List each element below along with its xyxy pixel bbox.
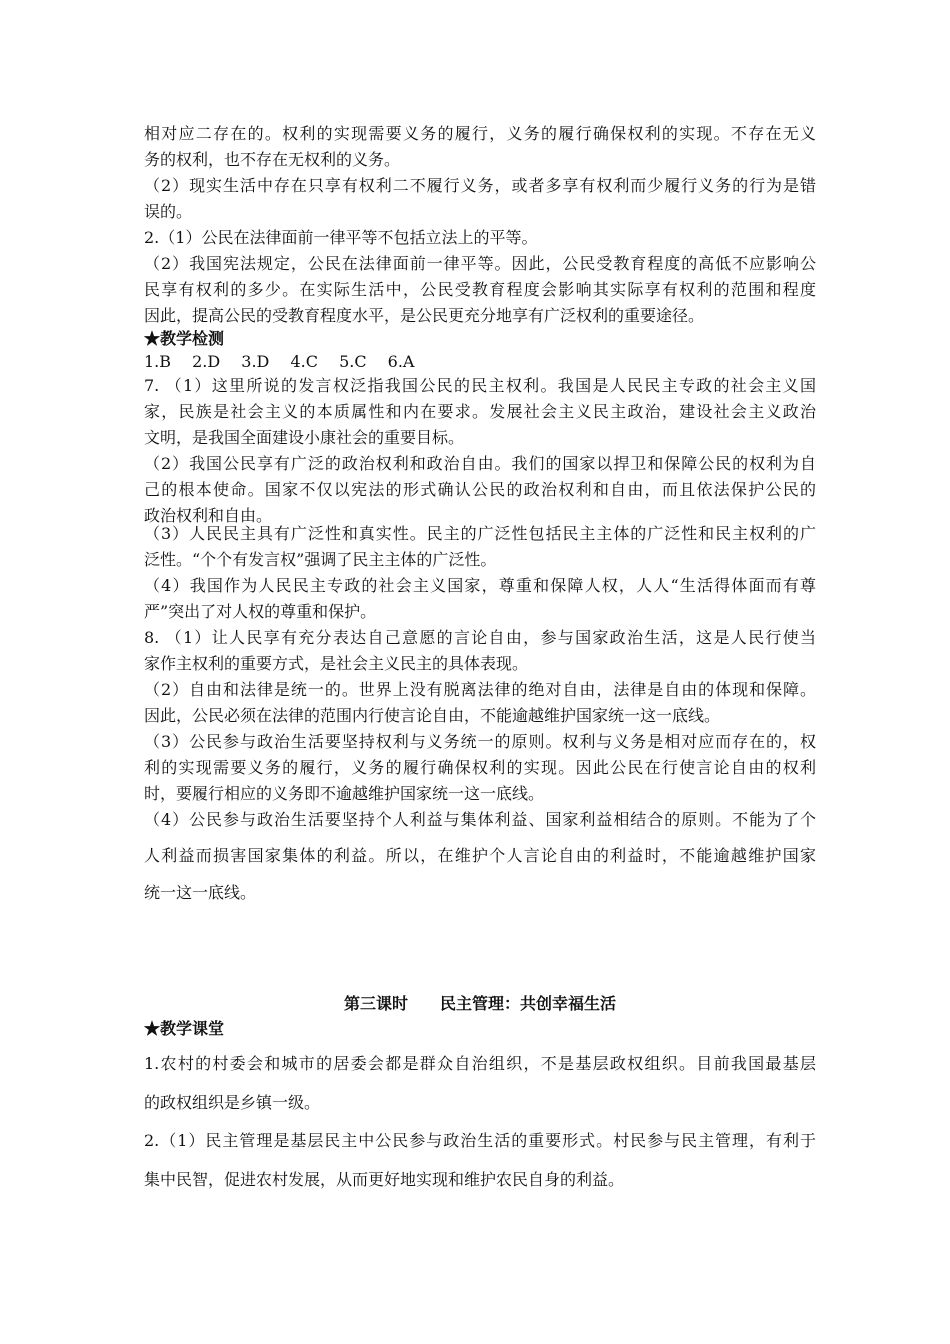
text-line: 的政权组织是乡镇一级。 [144,1093,321,1112]
text-line: （4）我国作为人民民主专政的社会主义国家，尊重和保障人权，人人“生活得体面而有尊 [144,576,816,595]
text-line: 2.（1）民主管理是基层民主中公民参与政治生活的重要形式。村民参与民主管理，有利于 [144,1131,816,1150]
text-line: （2）我国宪法规定，公民在法律面前一律平等。因此，公民受教育程度的高低不应影响公 [144,254,816,273]
text-line: 因此，公民必须在法律的范围内行使言论自由，不能逾越维护国家统一这一底线。 [144,706,721,725]
text-line: 文明，是我国全面建设小康社会的重要目标。 [144,428,465,447]
text-line: 家，民族是社会主义的本质属性和内在要求。发展社会主义民主政治，建设社会主义政治 [144,402,816,421]
text-line: 2.（1）公民在法律面前一律平等不包括立法上的平等。 [144,228,538,247]
text-line: 误的。 [144,202,193,221]
text-line: 1.农村的村委会和城市的居委会都是群众自治组织，不是基层政权组织。目前我国最基层 [144,1054,816,1073]
text-line: 8. （1）让人民享有充分表达自己意愿的言论自由，参与国家政治生活，这是人民行使当 [144,628,816,647]
text-line: （2）自由和法律是统一的。世界上没有脱离法律的绝对自由，法律是自由的体现和保障。 [144,680,816,699]
text-line: 泛性。“个个有发言权”强调了民主主体的广泛性。 [144,550,497,569]
text-line: 务的权利，也不存在无权利的义务。 [144,150,401,169]
answer-key: 1.B 2.D 3.D 4.C 5.C 6.A [144,352,415,371]
text-line: 统一这一底线。 [144,883,257,902]
text-line: （3）人民民主具有广泛性和真实性。民主的广泛性包括民主主体的广泛性和民主权利的广 [144,524,816,543]
text-line: （4）公民参与政治生活要坚持个人利益与集体利益、国家利益相结合的原则。不能为了个 [144,810,816,829]
text-line: 己的根本使命。国家不仅以宪法的形式确认公民的政治权利和自由，而且依法保护公民的 [144,480,816,499]
text-line: 人利益而损害国家集体的利益。所以，在维护个人言论自由的利益时，不能逾越维护国家 [144,846,816,865]
text-line: （2）现实生活中存在只享有权利二不履行义务，或者多享有权利而少履行义务的行为是错 [144,176,816,195]
lesson-title: 第三课时 民主管理：共创幸福生活 [343,994,616,1013]
text-line: 集中民智，促进农村发展，从而更好地实现和维护农民自身的利益。 [144,1170,625,1189]
text-line: 时，要履行相应的义务即不逾越维护国家统一这一底线。 [144,784,545,803]
text-line: 政治权利和自由。 [144,506,273,525]
text-line: 因此，提高公民的受教育程度水平，是公民更充分地享有广泛权利的重要途径。 [144,306,705,325]
text-line: 民享有权利的多少。在实际生活中，公民受教育程度会影响其实际享有权利的范围和程度 [144,280,816,299]
text-line: （2）我国公民享有广泛的政治权利和政治自由。我们的国家以捍卫和保障公民的权利为自 [144,454,816,473]
text-line: 利的实现需要义务的履行，义务的履行确保权利的实现。因此公民在行使言论自由的权利 [144,758,816,777]
text-line: 家作主权利的重要方式，是社会主义民主的具体表现。 [144,654,529,673]
section-heading: ★教学课堂 [144,1019,225,1038]
section-heading: ★教学检测 [144,329,225,348]
text-line: （3）公民参与政治生活要坚持权利与义务统一的原则。权利与义务是相对应而存在的，权 [144,732,816,751]
text-line: 相对应二存在的。权利的实现需要义务的履行，义务的履行确保权利的实现。不存在无义 [144,124,816,143]
text-line: 严”突出了对人权的尊重和保护。 [144,602,377,621]
text-line: 7. （1）这里所说的发言权泛指我国公民的民主权利。我国是人民民主专政的社会主义国 [144,376,816,395]
